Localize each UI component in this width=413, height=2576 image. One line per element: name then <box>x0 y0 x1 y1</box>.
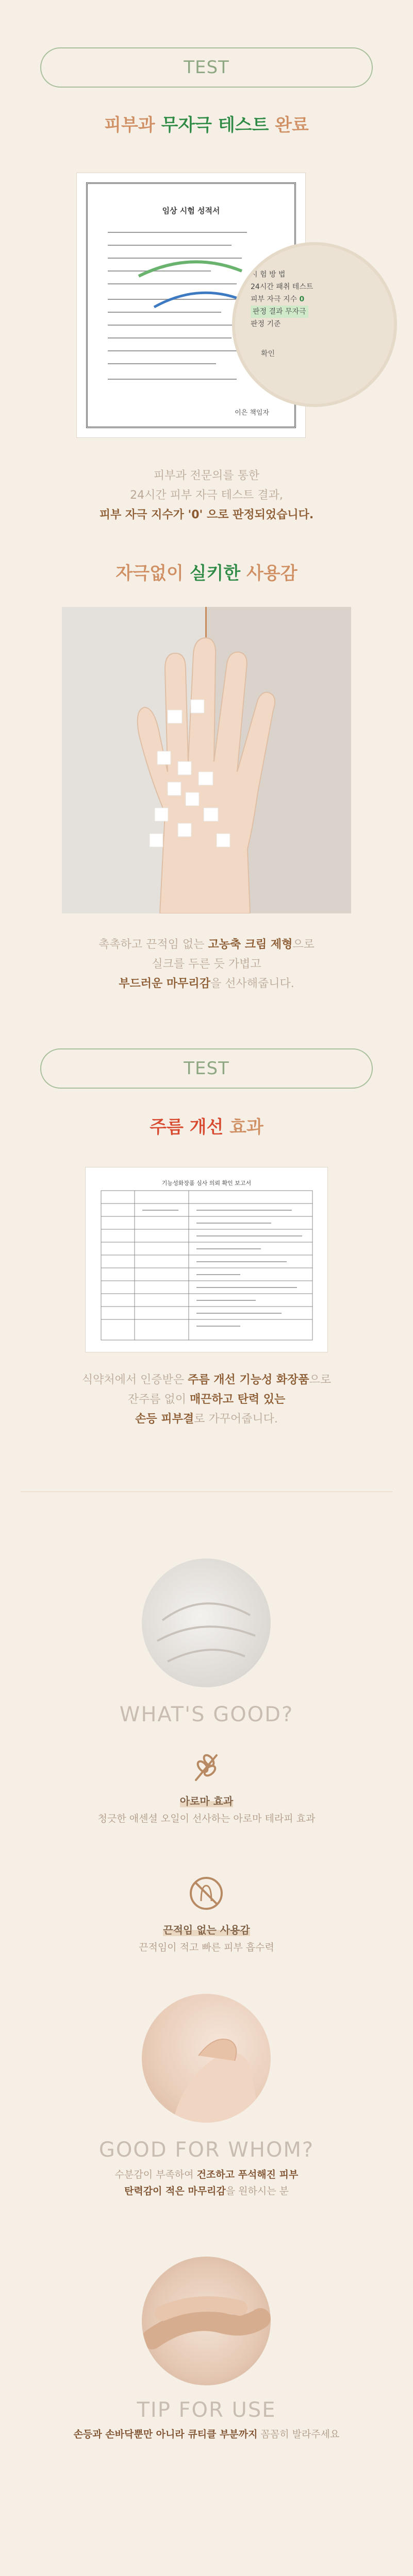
section2-title: 자극없이 실키한 사용감 <box>115 563 298 584</box>
item2-desc: 끈적임이 적고 빠른 피부 흡수력 <box>139 1942 274 1953</box>
section1-desc-line1: 피부과 전문의를 통한 <box>153 469 260 482</box>
zoom-text-3: 피부 자극 지수 <box>251 295 298 303</box>
test-pill-1: TEST <box>40 47 373 88</box>
doc-signature-text: 이은 책임자 <box>235 409 269 417</box>
item2-label: 끈적임 없는 사용감 <box>163 1924 250 1936</box>
tip-for-use-heading: TIP FOR USE <box>137 2398 276 2422</box>
test-pill-2: TEST <box>40 1048 373 1089</box>
section2-desc-line2: 실크를 두른 듯 가볍고 <box>152 958 261 971</box>
item1-desc: 청긋한 애센셜 오일이 선사하는 아로마 테라피 효과 <box>97 1813 316 1824</box>
section1-desc-line3: 피부 자극 지수가 '0' 으로 판정되었습니다. <box>99 509 314 521</box>
section3-description: 식약처에서 인증받은 주름 개선 기능성 화장품으로 잔주름 없이 매끈하고 탄력 있는 손등 피부결로 가꾸어줍니다. <box>81 1374 332 1426</box>
whats-good-heading: WHAT'S GOOD? <box>119 1703 294 1726</box>
zoom-text-4: 0 <box>299 295 305 303</box>
towel-image <box>142 1558 271 1687</box>
section2-description: 촉촉하고 끈적임 없는 고농축 크림 제형으로 실크를 두른 듯 가볍고 부드러운 마무리감을 선사해줍니다. <box>0 935 413 994</box>
section1-description <box>0 466 413 525</box>
report-heading: 기능성화장품 심사 의뢰 확인 보고서 <box>161 1180 252 1187</box>
hand-on-shoulder-graphic <box>142 1994 271 2123</box>
hand-shoulder-image <box>142 1994 271 2123</box>
hand-texture-image <box>62 607 351 913</box>
hand-illustration <box>62 607 351 913</box>
doc-heading: 임상 시험 성적서 <box>162 206 220 215</box>
zoom-text-7: 확인 <box>261 350 275 358</box>
section1-title: 피부과 무자극 테스트 완료 <box>104 115 309 135</box>
section3-title: 주름 개선 효과 <box>150 1117 263 1138</box>
for-whom-description: 수분감이 부족하여 건조하고 푸석해진 피부 탄력감이 적은 마무리감을 원하시는 분 <box>114 2169 299 2197</box>
section1-desc-line2: 24시간 피부 자극 테스트 결과, <box>130 489 283 502</box>
no-sticky-icon <box>188 1875 224 1911</box>
zoom-text-1: 시 험 방 법 <box>251 270 286 279</box>
zoom-text-6: 판정 기준 <box>251 320 281 328</box>
tip-description: 손등과 손바닥뿐만 아니라 큐티클 부분까지 꼼꼼히 발라주세요 <box>73 2429 340 2440</box>
zoom-text-5: 판정 결과 무자극 <box>251 306 308 318</box>
towel-folds-graphic <box>142 1558 271 1687</box>
herb-icon <box>188 1749 224 1785</box>
item1-label: 아로마 효과 <box>179 1795 234 1807</box>
certificate-zoom-circle <box>232 242 397 407</box>
good-for-whom-heading: GOOD FOR WHOM? <box>98 2138 315 2162</box>
zoom-text-2: 24시간 패취 테스트 <box>251 283 313 291</box>
hands-applying-image <box>142 2257 271 2385</box>
report-table-graphic <box>86 1167 328 1352</box>
hands-applying-graphic <box>142 2257 271 2385</box>
wrinkle-report-document-image <box>85 1167 328 1352</box>
